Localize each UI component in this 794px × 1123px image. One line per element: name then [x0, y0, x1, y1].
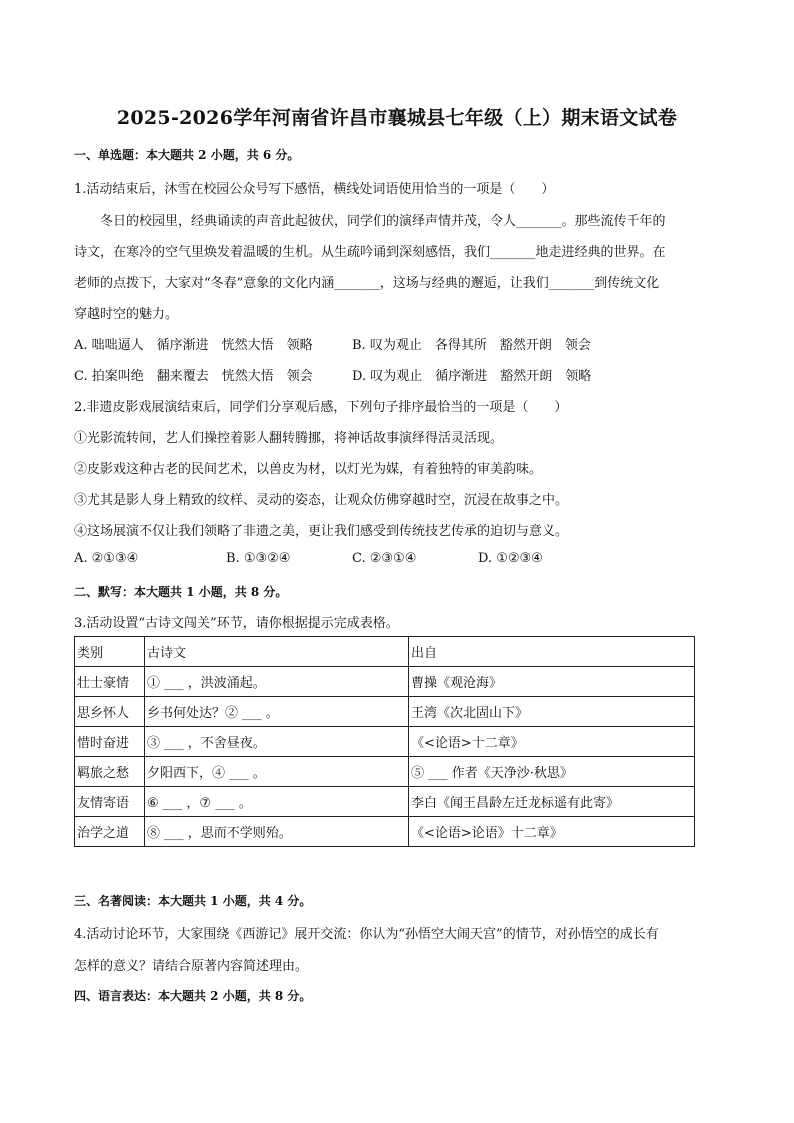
question-1-option-c: C. 拍案叫绝 翻来覆去 恍然大悟 领会 — [74, 369, 313, 384]
question-2-sentence: ②皮影戏这种古老的民间艺术，以兽皮为材，以灯光为媒，有着独特的审美韵味。 — [74, 462, 543, 477]
table-row — [75, 727, 695, 757]
question-1-passage-line: 诗文，在寒冷的空气里焕发着温暖的生机。从生疏吟诵到深刻感悟，我们_______地走进经典的世界。在 — [74, 245, 666, 260]
table-cell: 惜时奋进 — [75, 727, 145, 757]
question-1-passage-line: 冬日的校园里，经典诵读的声音此起彼伏，同学们的演绎声情并茂，令人_______。那些流传千年的 — [100, 214, 666, 229]
table-cell: 思乡怀人 — [75, 697, 145, 727]
table-cell: 王湾《次北固山下》 — [409, 697, 695, 727]
table-cell: ⑤ ___ 作者《天净沙·秋思》 — [409, 757, 695, 787]
question-2-option-a: A. ②①③④ — [74, 551, 139, 566]
table-cell: 友情寄语 — [75, 787, 145, 817]
table-cell: 壮士豪情 — [75, 667, 145, 697]
question-1-option-a: A. 咄咄逼人 循序渐进 恍然大悟 领略 — [74, 338, 313, 353]
exam-title: 2025-2026学年河南省许昌市襄城县七年级（上）期末语文试卷 — [116, 107, 678, 129]
table-row — [75, 757, 695, 787]
question-1-passage-line: 老师的点拨下，大家对“冬春”意象的文化内涵_______，这场与经典的邂逅，让我们_______到传统文化 — [74, 276, 660, 291]
table-cell: 李白《闻王昌龄左迁龙标遥有此寄》 — [409, 787, 695, 817]
table-cell: 《<论语>论语》十二章》 — [409, 817, 695, 847]
table-cell: ① ___ ，洪波涌起。 — [145, 667, 409, 697]
table-cell: 羁旅之愁 — [75, 757, 145, 787]
question-2-option-d: D. ①②③④ — [478, 551, 543, 566]
question-2-sentence: ③尤其是影人身上精致的纹样、灵动的姿态，让观众仿佛穿越时空，沉浸在故事之中。 — [74, 493, 569, 508]
question-1-passage-line: 穿越时空的魅力。 — [74, 307, 179, 322]
table-cell: ⑥ ___ ，⑦ ___ 。 — [145, 787, 409, 817]
question-2-stem: 2.非遗皮影戏展演结束后，同学们分享观后感，下列句子排序最恰当的一项是（ ） — [74, 400, 568, 415]
table-cell: 治学之道 — [75, 817, 145, 847]
table-cell: ③ ___ ，不舍昼夜。 — [145, 727, 409, 757]
question-2-option-b: B. ①③②④ — [226, 551, 291, 566]
question-2-option-c: C. ②③①④ — [352, 551, 417, 566]
question-1-option-d: D. 叹为观止 循序渐进 豁然开朗 领略 — [352, 369, 592, 384]
table-row — [75, 787, 695, 817]
table-header-cell: 古诗文 — [145, 637, 409, 667]
poetry-table — [74, 636, 695, 847]
table-cell: 夕阳西下，④ ___ 。 — [145, 757, 409, 787]
table-row — [75, 667, 695, 697]
table-row — [75, 817, 695, 847]
section-heading-1: 一、单选题：本大题共 2 小题，共 6 分。 — [74, 148, 300, 162]
table-header-cell: 出自 — [409, 637, 695, 667]
table-cell: 《<论语>十二章》 — [409, 727, 695, 757]
table-cell: 乡书何处达？② ___ 。 — [145, 697, 409, 727]
question-1-option-b: B. 叹为观止 各得其所 豁然开朗 领会 — [352, 338, 591, 353]
question-4-line: 4.活动讨论环节，大家围绕《西游记》展开交流：你认为“孙悟空大闹天宫”的情节，对孙悟空的成长有 — [74, 927, 659, 942]
section-heading-2: 二、默写：本大题共 1 小题，共 8 分。 — [74, 585, 288, 599]
table-cell: 曹操《观沧海》 — [409, 667, 695, 697]
question-3-stem: 3.活动设置“古诗文闯关”环节，请你根据提示完成表格。 — [74, 616, 399, 631]
table-cell: ⑧ ___ ，思而不学则殆。 — [145, 817, 409, 847]
table-header-cell: 类别 — [75, 637, 145, 667]
section-heading-4: 四、语言表达：本大题共 2 小题，共 8 分。 — [74, 989, 312, 1003]
section-heading-3: 三、名著阅读：本大题共 1 小题，共 4 分。 — [74, 894, 312, 908]
question-4-line: 怎样的意义？请结合原著内容简述理由。 — [74, 959, 309, 974]
question-1-stem: 1.活动结束后，沐雪在校园公众号写下感悟，横线处词语使用恰当的一项是（ ） — [74, 182, 555, 197]
question-2-sentence: ④这场展演不仅让我们领略了非遗之美，更让我们感受到传统技艺传承的迫切与意义。 — [74, 524, 569, 539]
question-2-sentence: ①光影流转间，艺人们操控着影人翻转腾挪，将神话故事演绎得活灵活现。 — [74, 431, 504, 446]
table-row — [75, 697, 695, 727]
table-header-row — [75, 637, 695, 667]
